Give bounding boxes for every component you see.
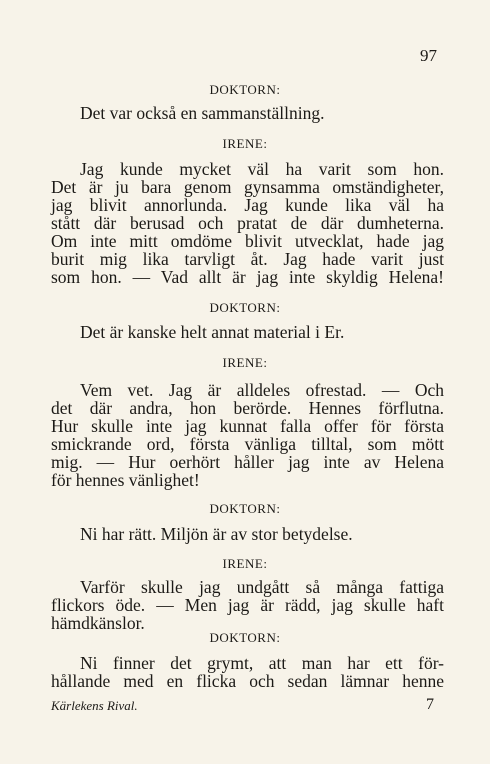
dialogue-line: för hennes vänlighet! xyxy=(51,470,200,490)
dialogue-line: burit mig lika tarvligt åt. Jag hade varit just xyxy=(51,249,444,269)
dialogue-line: Vem vet. Jag är alldeles ofrestad. — Och xyxy=(80,380,444,400)
dialogue-line: Om inte mitt omdöme blivit utvecklat, hade jag xyxy=(51,231,444,251)
page-number: 97 xyxy=(420,46,437,65)
dialogue-line: som hon. — Vad allt är jag inte skyldig Helena! xyxy=(51,267,444,287)
speaker-label: DOKTORN: xyxy=(209,82,281,97)
speaker-label: IRENE: xyxy=(222,355,268,370)
dialogue-line: Ni har rätt. Miljön är av stor betydelse. xyxy=(80,524,353,544)
dialogue-line: Hur skulle inte jag kunnat falla offer för första xyxy=(51,416,444,436)
speaker-label: DOKTORN: xyxy=(209,300,281,315)
speaker-label: DOKTORN: xyxy=(209,630,281,645)
dialogue-line: hämdkänslor. xyxy=(51,613,145,633)
dialogue-line: Jag kunde mycket väl ha varit som hon. xyxy=(80,159,444,179)
dialogue-line: jag blivit annorlunda. Jag kunde lika väl ha xyxy=(51,195,444,215)
dialogue-line: flickors öde. — Men jag är rädd, jag skulle haft xyxy=(51,595,444,615)
speaker-label: IRENE: xyxy=(222,136,268,151)
dialogue-line: Ni finner det grymt, att man har ett för- xyxy=(80,653,444,673)
footer-book-title: Kärlekens Rival. xyxy=(51,698,138,713)
dialogue-line: smickrande ord, första vänliga tilltal, som mött xyxy=(51,434,444,454)
dialogue-line: det där andra, hon berörde. Hennes förflutna. xyxy=(51,398,444,418)
dialogue-line: hållande med en flicka och sedan lämnar henne xyxy=(51,671,444,691)
dialogue-line: Det är kanske helt annat material i Er. xyxy=(80,322,345,342)
dialogue-line: Det är ju bara genom gynsamma omständigheter, xyxy=(51,177,444,197)
dialogue-line: Varför skulle jag undgått så många fattiga xyxy=(80,577,444,597)
dialogue-line: mig. — Hur oerhört håller jag inte av Helena xyxy=(51,452,444,472)
speaker-label: IRENE: xyxy=(222,556,268,571)
footer-signature-mark: 7 xyxy=(426,696,434,713)
dialogue-line: Det var också en sammanställning. xyxy=(80,103,325,123)
speaker-label: DOKTORN: xyxy=(209,501,281,516)
dialogue-line: stått där berusad och pratat de där dumheterna. xyxy=(51,213,444,233)
